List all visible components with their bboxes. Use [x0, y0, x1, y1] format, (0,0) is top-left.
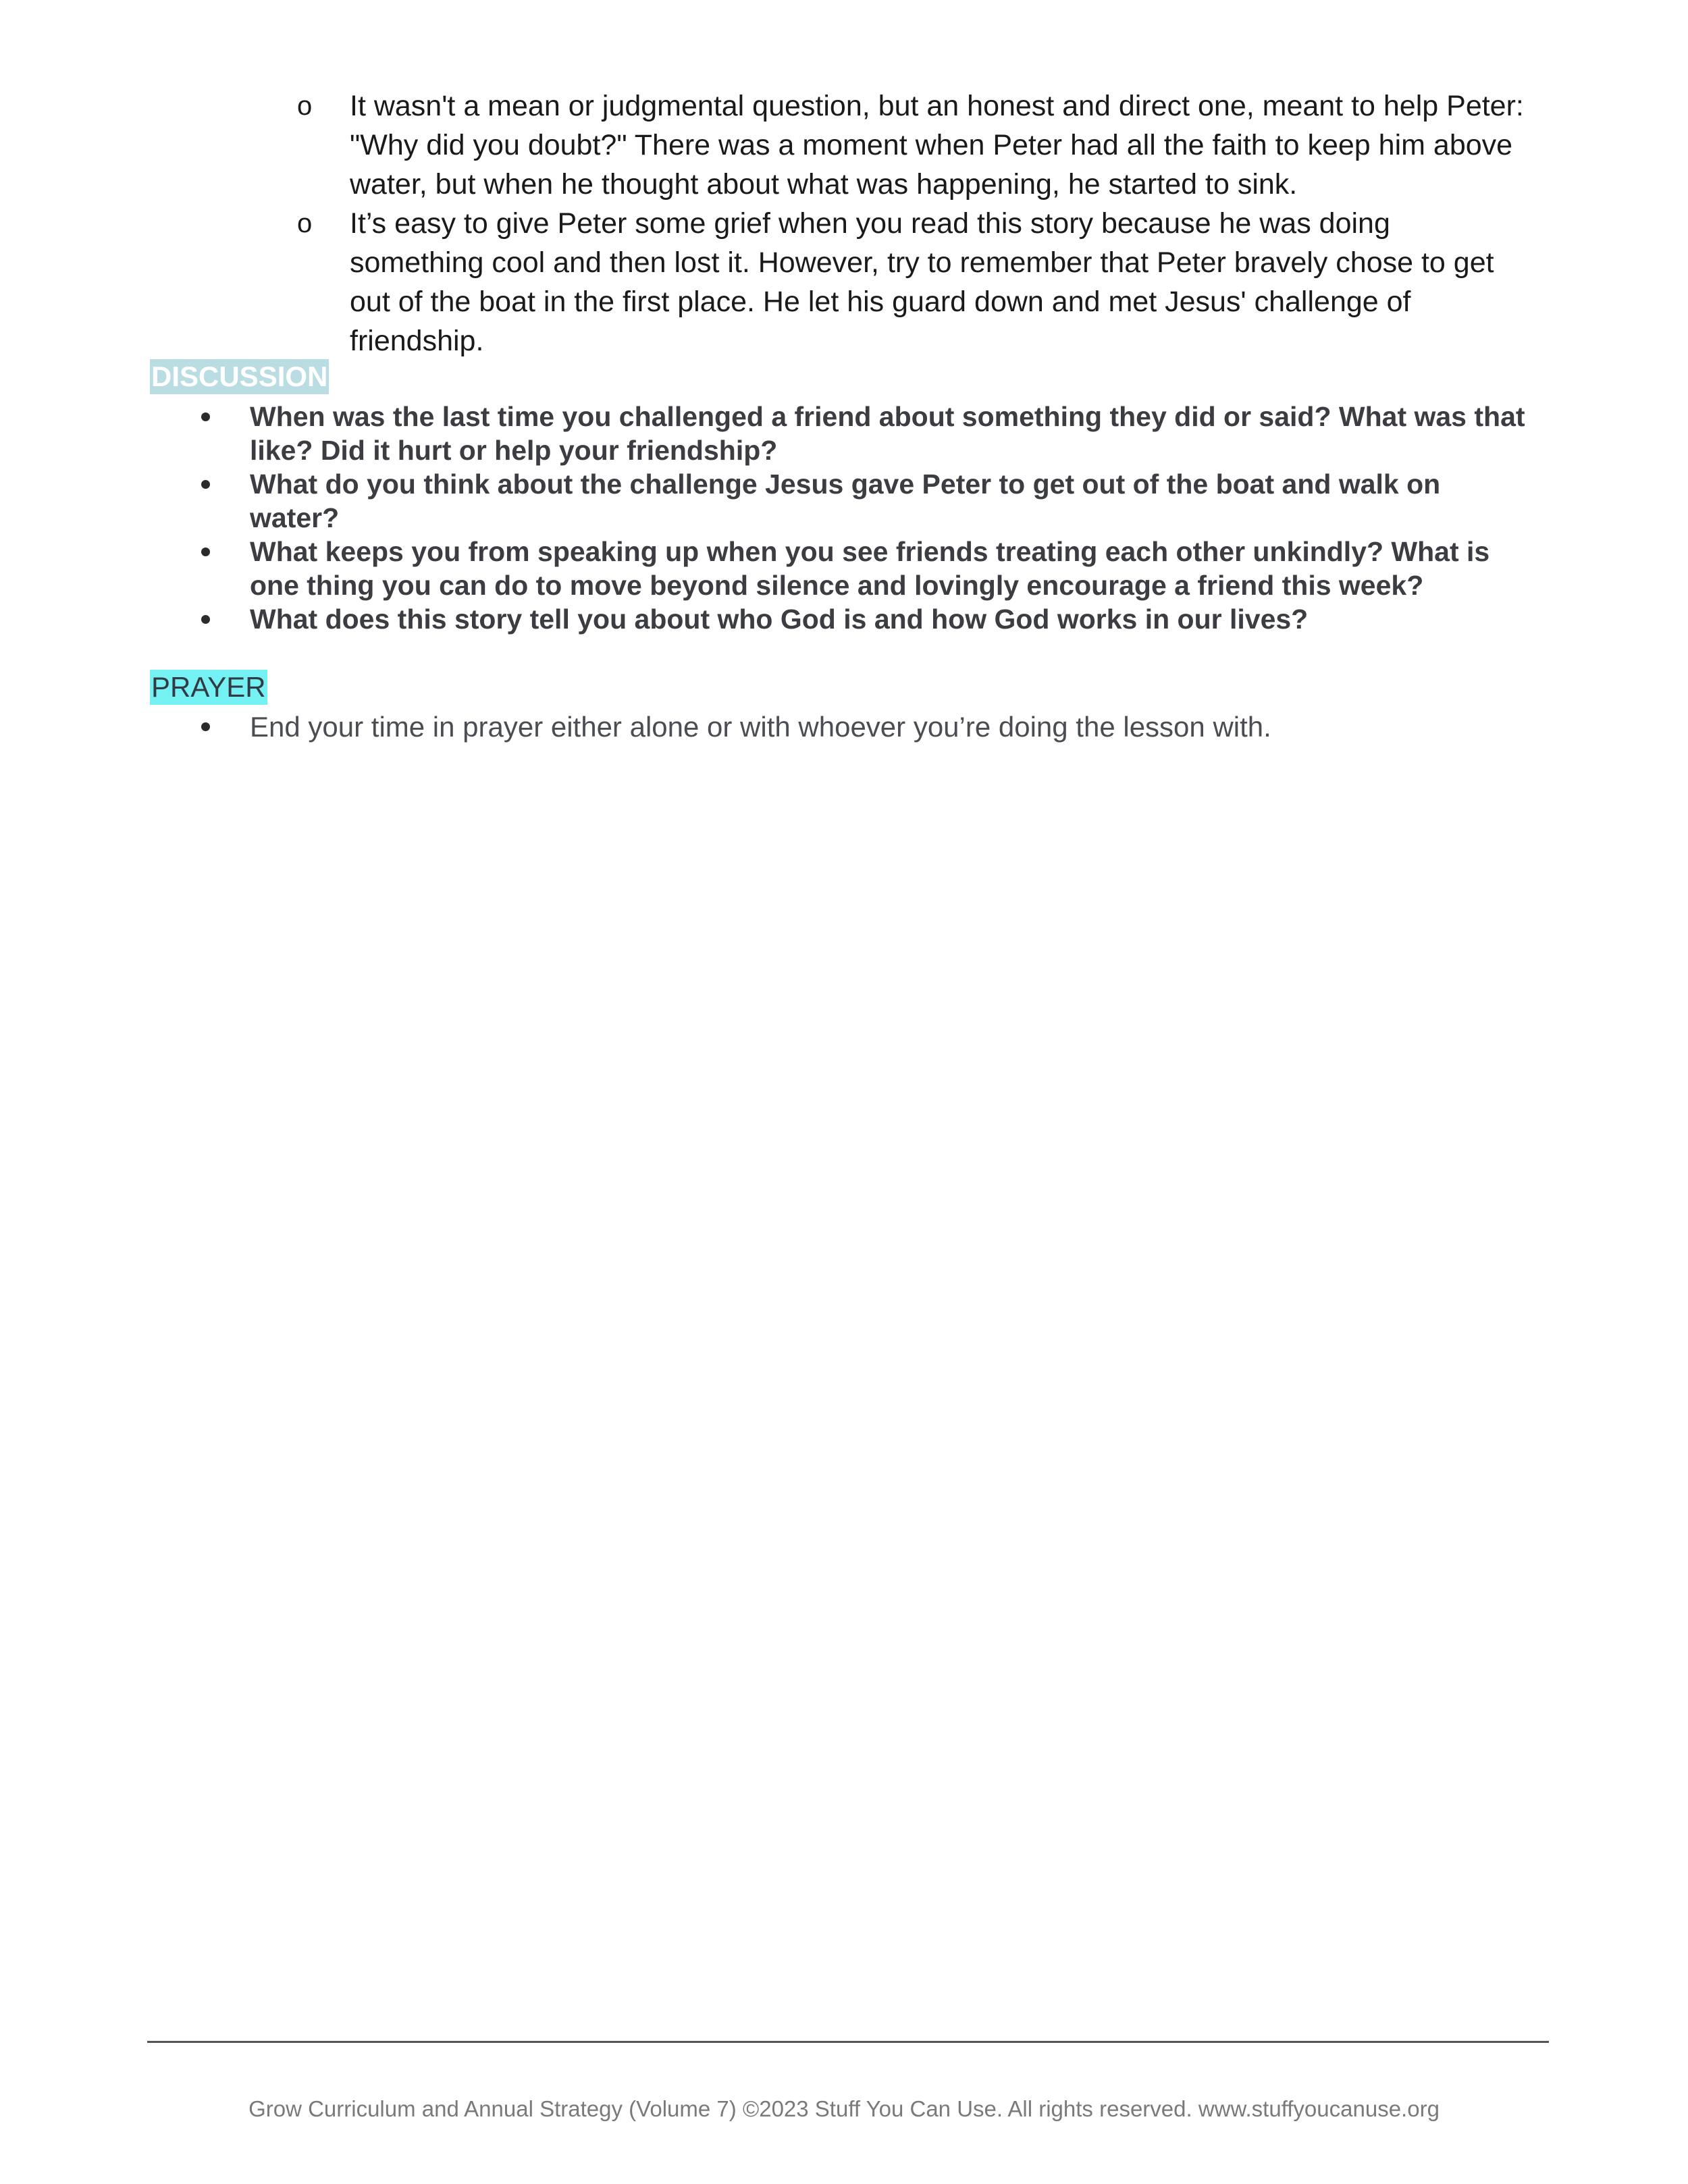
bullet-dot-icon [201, 548, 210, 556]
footer-copyright: Grow Curriculum and Annual Strategy (Volume 7) ©2023 Stuff You Can Use. All rights reserved. www.stuffyoucanuse.org [248, 2096, 1440, 2121]
hollow-bullet-marker: o [297, 209, 313, 238]
discussion-question [196, 400, 1533, 467]
discussion-question-text: What do you think about the challenge Jesus gave Peter to get out of the boat and walk on water? [250, 469, 1441, 533]
sub-bullet-text: It’s easy to give Peter some grief when you read this story because he was doing something cool and then lost it. However, try to remember that Peter bravely chose to get out of the boat in the first place. He let his guard down and met Jesus' challenge of friendship. [350, 207, 1494, 357]
bullet-dot-icon [201, 412, 210, 421]
discussion-heading: DISCUSSION [150, 359, 329, 394]
bullet-dot-icon [201, 615, 210, 624]
prayer-list [196, 710, 1533, 745]
sub-bullet-item [297, 204, 1526, 361]
sub-bullet-text: It wasn't a mean or judgmental question, but an honest and direct one, meant to help Peter: "Why did you doubt?" There was a moment when Peter had all the faith to keep him above water, but when he thought about what was happening, he started to sink. [350, 90, 1524, 201]
prayer-item [196, 710, 1533, 745]
sub-bullet-item [297, 86, 1526, 204]
prayer-item-text: End your time in prayer either alone or with whoever you’re doing the lesson with. [250, 711, 1271, 743]
prayer-heading: PRAYER [150, 670, 267, 705]
sub-bullet-list [297, 86, 1526, 361]
discussion-question [196, 467, 1533, 535]
discussion-question-text: When was the last time you challenged a friend about something they did or said? What was that like? Did it hurt or help your friendship? [250, 401, 1525, 466]
bullet-dot-icon [201, 480, 210, 489]
discussion-question [196, 535, 1533, 602]
discussion-question-list [196, 400, 1533, 636]
discussion-question [196, 602, 1533, 636]
footer-divider [147, 2041, 1549, 2043]
discussion-question-text: What does this story tell you about who God is and how God works in our lives? [250, 604, 1309, 635]
hollow-bullet-marker: o [297, 91, 313, 121]
discussion-question-text: What keeps you from speaking up when you see friends treating each other unkindly? What is one thing you can do to move beyond silence and lovingly encourage a friend this week? [250, 536, 1490, 601]
bullet-dot-icon [201, 722, 210, 731]
